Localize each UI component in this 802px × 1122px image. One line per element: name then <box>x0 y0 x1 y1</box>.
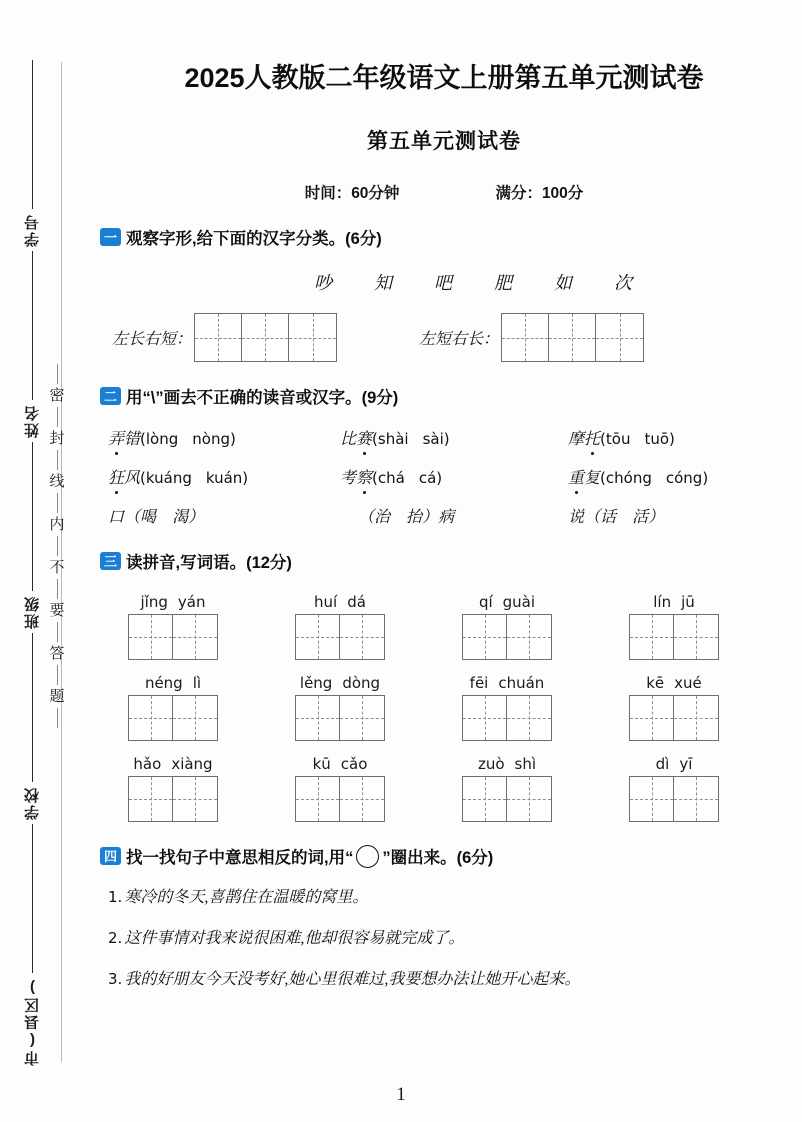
q2-item[interactable]: 比赛(shài sài) <box>340 426 568 449</box>
seal-label-city-county: 市(县区) <box>23 977 41 1066</box>
seal-dash <box>57 579 58 599</box>
question-1-character-list <box>144 269 802 295</box>
q3-item <box>128 755 218 822</box>
q2-item[interactable]: 弄错(lòng nòng) <box>108 426 340 449</box>
q3-pinyin-label: fēi chuán <box>469 674 545 692</box>
grid-cell[interactable] <box>630 615 674 659</box>
q3-pinyin-label: jǐng yán <box>140 593 206 611</box>
seal-label-school: 学校 <box>23 786 41 820</box>
q3-answer-grid[interactable] <box>629 776 719 822</box>
seal-notice-char: 内 <box>49 516 65 533</box>
question-4-title-post: ”圈出来。(6分) <box>382 849 494 867</box>
grid-cell[interactable] <box>242 314 289 361</box>
q2-char: 病 <box>438 509 455 526</box>
q1-answer-grid-left-short[interactable] <box>501 313 644 362</box>
q1-answer-grid-left-long[interactable] <box>194 313 337 362</box>
q2-option[interactable]: kuán <box>205 469 243 487</box>
seal-rule-segment <box>32 60 33 209</box>
q3-answer-grid[interactable] <box>462 695 552 741</box>
q2-option[interactable]: sài <box>422 430 444 448</box>
q2-dotted-char: 重 <box>568 465 584 488</box>
q3-item <box>629 593 719 660</box>
grid-cell[interactable] <box>340 696 384 740</box>
q2-item[interactable]: 重复(chóng cóng) <box>568 465 802 488</box>
q2-option[interactable]: 活 <box>632 509 649 526</box>
q3-item <box>295 674 385 741</box>
q3-answer-grid[interactable] <box>462 614 552 660</box>
seal-label-class: 班级 <box>23 595 41 629</box>
q2-char: 摩 <box>568 431 585 448</box>
q3-item <box>295 593 385 660</box>
grid-cell[interactable] <box>674 696 718 740</box>
grid-cell[interactable] <box>296 696 340 740</box>
paper-subtitle: 第五单元测试卷 <box>367 130 521 153</box>
q4-sentence-number: 2. <box>108 929 123 947</box>
q3-item <box>462 674 552 741</box>
seal-label-student-id: 学号 <box>23 213 41 247</box>
q2-option[interactable]: 渴 <box>172 509 189 526</box>
seal-notice-char: 题 <box>49 688 65 705</box>
seal-notice-char: 不 <box>49 559 65 576</box>
question-2-items <box>108 426 802 527</box>
q3-pinyin-label: huí dá <box>314 593 366 611</box>
grid-cell[interactable] <box>296 777 340 821</box>
q3-answer-grid[interactable] <box>462 776 552 822</box>
seal-dash <box>57 450 58 470</box>
q2-char: 口 <box>108 509 125 526</box>
q3-item <box>629 755 719 822</box>
circle-mark-icon <box>356 845 379 868</box>
q3-item <box>462 755 552 822</box>
q2-item[interactable]: 考察(chá cá) <box>340 465 568 488</box>
seal-notice-char: 封 <box>49 430 65 447</box>
q3-item <box>128 593 218 660</box>
seal-inner-notice <box>44 296 70 796</box>
question-3-grids <box>100 593 802 822</box>
grid-cell[interactable] <box>630 777 674 821</box>
q3-item <box>295 755 385 822</box>
q2-option[interactable]: lòng <box>145 430 179 448</box>
q2-char: 说 <box>568 509 585 526</box>
q2-item[interactable]: 摩托(tōu tuō) <box>568 426 802 449</box>
seal-dash <box>57 665 58 685</box>
seal-notice-char: 答 <box>49 645 65 662</box>
q4-sentence-number: 1. <box>108 888 123 906</box>
q3-pinyin-label: qí guài <box>478 593 536 611</box>
grid-cell[interactable] <box>630 696 674 740</box>
grid-cell[interactable] <box>463 777 507 821</box>
q1-char: 知 <box>374 273 392 293</box>
question-3-title: 读拼音,写词语。(12分) <box>126 554 292 572</box>
paper-content <box>86 0 802 1122</box>
question-2-badge: 二 <box>100 387 121 405</box>
question-2-heading <box>100 384 802 408</box>
q3-pinyin-label: néng lì <box>144 674 202 692</box>
q3-answer-grid[interactable] <box>128 614 218 660</box>
seal-dash <box>57 407 58 427</box>
q3-row <box>100 593 802 660</box>
q2-char: 比 <box>340 431 357 448</box>
q2-option[interactable]: cá <box>418 469 437 487</box>
q2-option[interactable]: cóng <box>665 469 703 487</box>
q2-char: 考 <box>340 470 357 487</box>
page-number: 1 <box>396 1084 406 1105</box>
q1-char: 吧 <box>434 273 452 293</box>
q1-group-left-long <box>112 313 337 362</box>
question-1-answer-groups <box>86 313 802 362</box>
q3-answer-grid[interactable] <box>295 776 385 822</box>
question-3-badge: 三 <box>100 552 121 570</box>
grid-cell[interactable] <box>507 777 551 821</box>
q3-pinyin-label: lěng dòng <box>299 674 381 692</box>
q2-dotted-char: 托 <box>584 426 600 449</box>
exam-total-score: 满分：100分 <box>495 185 584 202</box>
grid-cell[interactable] <box>173 777 217 821</box>
q1-char: 次 <box>614 273 632 293</box>
seal-label-name: 姓名 <box>23 404 41 438</box>
q3-row <box>100 755 802 822</box>
seal-dash <box>57 536 58 556</box>
page-title: 2025人教版二年级语文上册第五单元测试卷 <box>184 63 704 93</box>
q2-option[interactable]: nòng <box>192 430 230 448</box>
question-4-sentences <box>108 884 802 989</box>
grid-cell[interactable] <box>502 314 549 361</box>
q4-sentence-text: 我的好朋友今天没考好,她心里很难过,我要想办法让她开心起来。 <box>124 971 581 988</box>
q4-sentence-number: 3. <box>108 970 123 988</box>
question-1-title: 观察字形,给下面的汉字分类。(6分) <box>126 230 382 248</box>
q4-sentence-text: 这件事情对我来说很困难,他却很容易就完成了。 <box>124 930 465 947</box>
q2-char: 错 <box>124 431 141 448</box>
q1-char: 如 <box>554 273 572 293</box>
q1-char: 肥 <box>494 273 512 293</box>
seal-notice-char: 线 <box>49 473 65 490</box>
sealing-margin <box>0 0 86 1122</box>
q3-pinyin-label: zuò shì <box>477 755 537 773</box>
seal-notice-char: 要 <box>49 602 65 619</box>
seal-rule-segment <box>32 251 33 400</box>
question-1-badge: 一 <box>100 228 121 246</box>
q3-item <box>128 674 218 741</box>
question-2-title: 用“\”画去不正确的读音或汉字。(9分) <box>126 389 399 407</box>
question-4-badge: 四 <box>100 847 121 865</box>
q2-dotted-char: 察 <box>356 465 372 488</box>
q2-char: 风 <box>124 470 141 487</box>
grid-cell[interactable] <box>463 615 507 659</box>
q2-option[interactable]: chá <box>377 469 405 487</box>
grid-cell[interactable] <box>340 777 384 821</box>
q2-dotted-char: 弄 <box>108 426 124 449</box>
grid-cell[interactable] <box>463 696 507 740</box>
seal-dash <box>57 708 58 728</box>
q3-pinyin-label: kē xué <box>646 674 702 692</box>
q2-dotted-char: 狂 <box>108 465 124 488</box>
question-4-title-pre: 找一找句子中意思相反的词,用“ <box>126 849 354 867</box>
paper-meta <box>86 181 802 203</box>
q1-group-left-short <box>419 313 644 362</box>
q2-option[interactable]: chóng <box>605 469 652 487</box>
grid-cell[interactable] <box>129 777 173 821</box>
q4-sentence[interactable] <box>108 925 802 948</box>
q1-label-left-long: 左长右短： <box>112 331 193 348</box>
grid-cell[interactable] <box>507 696 551 740</box>
q1-char: 吵 <box>314 273 332 293</box>
seal-rule-segment <box>32 442 33 591</box>
grid-cell[interactable] <box>549 314 596 361</box>
grid-cell[interactable] <box>129 696 173 740</box>
q2-item[interactable]: 说（话 活） <box>568 509 665 526</box>
seal-dash <box>57 493 58 513</box>
q1-label-left-short: 左短右长： <box>419 331 500 348</box>
grid-cell[interactable] <box>596 314 643 361</box>
grid-cell[interactable] <box>674 615 718 659</box>
q3-item <box>629 674 719 741</box>
question-3-heading <box>100 549 802 573</box>
q2-option[interactable]: shài <box>377 430 409 448</box>
grid-cell[interactable] <box>289 314 336 361</box>
grid-cell[interactable] <box>195 314 242 361</box>
q3-answer-grid[interactable] <box>629 695 719 741</box>
grid-cell[interactable] <box>507 615 551 659</box>
q2-dotted-char: 赛 <box>356 426 372 449</box>
grid-cell[interactable] <box>173 696 217 740</box>
q2-option[interactable]: kuáng <box>145 469 192 487</box>
q2-item[interactable]: 口（喝 渴） <box>108 509 205 526</box>
q3-answer-grid[interactable] <box>295 695 385 741</box>
q2-option[interactable]: tuō <box>644 430 670 448</box>
q4-sentence[interactable] <box>108 884 802 907</box>
seal-dash <box>57 364 58 384</box>
q3-pinyin-label: kū cǎo <box>312 755 368 773</box>
seal-rule-segment <box>32 824 33 973</box>
seal-dash <box>57 622 58 642</box>
question-1-heading <box>100 225 802 249</box>
q2-option[interactable]: 抬 <box>406 509 423 526</box>
grid-cell[interactable] <box>129 615 173 659</box>
grid-cell[interactable] <box>674 777 718 821</box>
seal-notice-char: 密 <box>49 387 65 404</box>
q2-option[interactable]: 治 <box>374 509 391 526</box>
q4-sentence[interactable] <box>108 966 802 989</box>
grid-cell[interactable] <box>296 615 340 659</box>
q3-pinyin-label: hǎo xiàng <box>133 755 213 773</box>
grid-cell[interactable] <box>340 615 384 659</box>
q3-answer-grid[interactable] <box>128 776 218 822</box>
question-4-heading <box>100 844 802 868</box>
q3-item <box>462 593 552 660</box>
q3-answer-grid[interactable] <box>295 614 385 660</box>
q3-row <box>100 674 802 741</box>
q2-option[interactable]: tōu <box>605 430 631 448</box>
q2-item[interactable]: 狂风(kuáng kuán) <box>108 465 340 488</box>
q3-answer-grid[interactable] <box>629 614 719 660</box>
q3-pinyin-label: dì yī <box>655 755 693 773</box>
q2-char: 复 <box>584 470 601 487</box>
q2-item[interactable]: （治 抬）病 <box>358 509 455 526</box>
grid-cell[interactable] <box>173 615 217 659</box>
q3-pinyin-label: lín jū <box>653 593 695 611</box>
exam-duration: 时间：60分钟 <box>304 185 400 202</box>
seal-rule-segment <box>32 633 33 782</box>
q2-option[interactable]: 喝 <box>140 509 157 526</box>
q2-option[interactable]: 话 <box>600 509 617 526</box>
q4-sentence-text: 寒冷的冬天,喜鹊住在温暖的窝里。 <box>124 889 369 906</box>
q3-answer-grid[interactable] <box>128 695 218 741</box>
